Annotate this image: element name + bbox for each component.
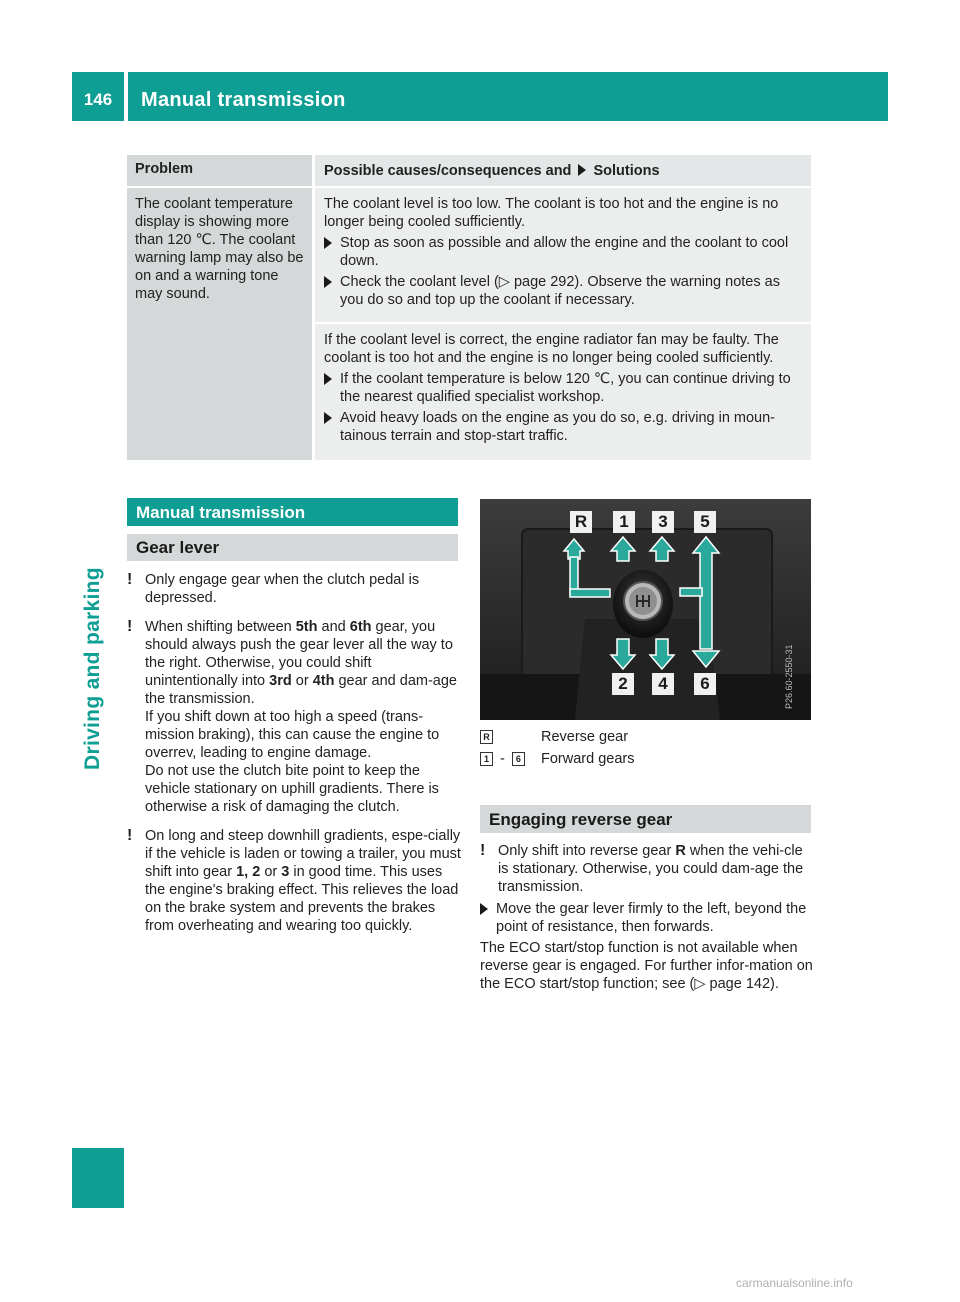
gear-shift-photo: [480, 499, 811, 720]
reverse-step: [480, 900, 814, 936]
warning-1-text: Only engage gear when the clutch pedal is depressed.: [145, 572, 420, 606]
warning-2-text: gear, you should always push the gear lever all the way to the right. Otherwise, you could shift unintentionally into: [145, 619, 453, 689]
arrow-icon: [324, 276, 332, 288]
problem-text: The coolant temperature display is showing more than 120 ℃. The coolant warning lamp may also be on and a warning tone may sound.: [135, 196, 304, 302]
legend-dash: -: [500, 751, 505, 767]
section-title: Manual transmission: [136, 503, 306, 522]
reverse-warning-text: when the vehi-cle is stationary. Otherwise, you could dam-age the transmission.: [498, 843, 804, 895]
table-header-problem: [127, 155, 312, 186]
cause-1-step-2-text: Check the coolant level (▷ page 292). Observe the warning notes as you do so and top up the coolant if necessary.: [340, 274, 780, 308]
gear-6th: 6th: [349, 619, 372, 635]
side-tab-label: Driving and parking: [81, 567, 104, 770]
page-title: Manual transmission: [141, 89, 346, 111]
photo-code: [784, 559, 798, 719]
warning-icon: !: [127, 571, 133, 588]
gear-5th: 5th: [295, 619, 318, 635]
table-cell-problem: [127, 188, 312, 460]
gear-label-2: 2: [612, 673, 634, 695]
arrow-icon: [324, 412, 332, 424]
warning-2-text: and: [321, 619, 346, 635]
cause-2-step-1: [324, 370, 803, 406]
gear-label-1: 1: [613, 511, 635, 533]
gear-1-2: 1, 2: [236, 864, 261, 880]
cause-2-step-2-text: Avoid heavy loads on the engine as you do so, e.g. driving in moun-tainous terrain and stop-start traffic.: [340, 410, 776, 444]
section-title-bar: [127, 498, 458, 526]
warning-2: [127, 618, 461, 816]
eco-paragraph: The ECO start/stop function is not available when reverse gear is engaged. For further infor-mation on the ECO start/stop function; see (▷ page 142).: [480, 940, 813, 992]
warning-2-paragraph-2: If you shift down at too high a speed (trans-mission braking), this can cause the engine to overrev, leading to engine damage.: [145, 709, 440, 761]
cause-2-text: If the coolant level is correct, the engine radiator fan may be faulty. The coolant is too hot and the engine is no longer being cooled sufficiently.: [324, 332, 779, 366]
gear-3rd: 3rd: [269, 673, 292, 689]
watermark: carmanualsonline.info: [736, 1276, 853, 1290]
gear-label-r: R: [570, 511, 592, 533]
subsection-title-gear-lever: Gear lever: [136, 538, 220, 557]
key-6-icon: 6: [512, 752, 525, 766]
warning-2-text: or: [295, 673, 309, 689]
table-cell-cause-2: [315, 324, 811, 460]
photo-code-text: P26.60-2550-31: [784, 644, 794, 709]
legend-reverse: [480, 728, 629, 746]
cause-2-step-1-text: If the coolant temperature is below 120 ℃, you can continue driving to the nearest qualified specialist workshop.: [340, 371, 791, 405]
cause-1-step-1: [324, 234, 803, 270]
column-header-solutions-text: Possible causes/consequences and: [324, 163, 572, 179]
warning-3: [127, 827, 461, 935]
warning-3-text: in good time. This uses the engine's braking effect. This relieves the load on the brake system and prevents the brakes from overheating and wearing too quickly.: [145, 864, 459, 934]
gear-label-5: 5: [694, 511, 716, 533]
key-1-icon: 1: [480, 752, 493, 766]
gear-lever-content: [127, 571, 461, 935]
gear-label-4: 4: [652, 673, 674, 695]
warning-1: [127, 571, 461, 607]
gear-4th: 4th: [312, 673, 335, 689]
warning-2-text: gear and dam-age the transmission.: [145, 673, 457, 707]
legend-forward: [480, 750, 635, 768]
gear-r: R: [675, 843, 686, 859]
gear-label-6: 6: [694, 673, 716, 695]
warning-icon: !: [127, 618, 133, 635]
subsection-title-bar-reverse: [480, 805, 811, 833]
arrow-icon: [480, 903, 488, 915]
warning-icon: !: [480, 842, 486, 859]
column-header-solutions: [315, 155, 811, 179]
arrow-icon: [324, 373, 332, 385]
cause-1-step-2: [324, 273, 803, 309]
legend-reverse-text: Reverse gear: [541, 729, 629, 745]
cause-1-step-1-text: Stop as soon as possible and allow the engine and the coolant to cool down.: [340, 235, 789, 269]
page-number: 146: [83, 90, 113, 109]
side-tab: [81, 470, 111, 770]
warning-2-paragraph-3: Do not use the clutch bite point to keep the vehicle stationary on uphill gradients. There is otherwise a risk of damaging the clutch.: [145, 763, 439, 815]
cause-2-step-2: [324, 409, 803, 445]
table-cell-cause-1: [315, 188, 811, 322]
reverse-step-text: Move the gear lever firmly to the left, beyond the point of resistance, then forwards.: [496, 901, 807, 935]
cause-1-text: The coolant level is too low. The coolant is too hot and the engine is no longer being cooled sufficiently.: [324, 196, 779, 230]
warning-2-text: When shifting between: [145, 619, 292, 635]
reverse-gear-content: [480, 842, 814, 993]
warning-icon: !: [127, 827, 133, 844]
warning-3-text: On long and steep downhill gradients, espe-cially if the vehicle is laden or towing a trailer, you must shift into gear: [145, 828, 461, 880]
subsection-title-bar: [127, 534, 458, 561]
column-header-problem: Problem: [135, 161, 194, 177]
arrow-icon: [324, 237, 332, 249]
reverse-warning: [480, 842, 814, 896]
gear-label-3: 3: [652, 511, 674, 533]
key-r-icon: R: [480, 730, 493, 744]
subsection-title-reverse: Engaging reverse gear: [489, 810, 673, 829]
warning-3-text: or: [264, 864, 278, 880]
side-tab-marker: [72, 1148, 124, 1208]
reverse-warning-text: Only shift into reverse gear: [498, 843, 672, 859]
table-header-solutions: [315, 155, 811, 186]
legend-forward-text: Forward gears: [541, 751, 635, 767]
gear-3: 3: [281, 864, 290, 880]
arrow-icon: [578, 164, 586, 176]
gear-shift-illustration: [480, 499, 811, 720]
column-header-solutions-suffix: Solutions: [593, 163, 660, 179]
